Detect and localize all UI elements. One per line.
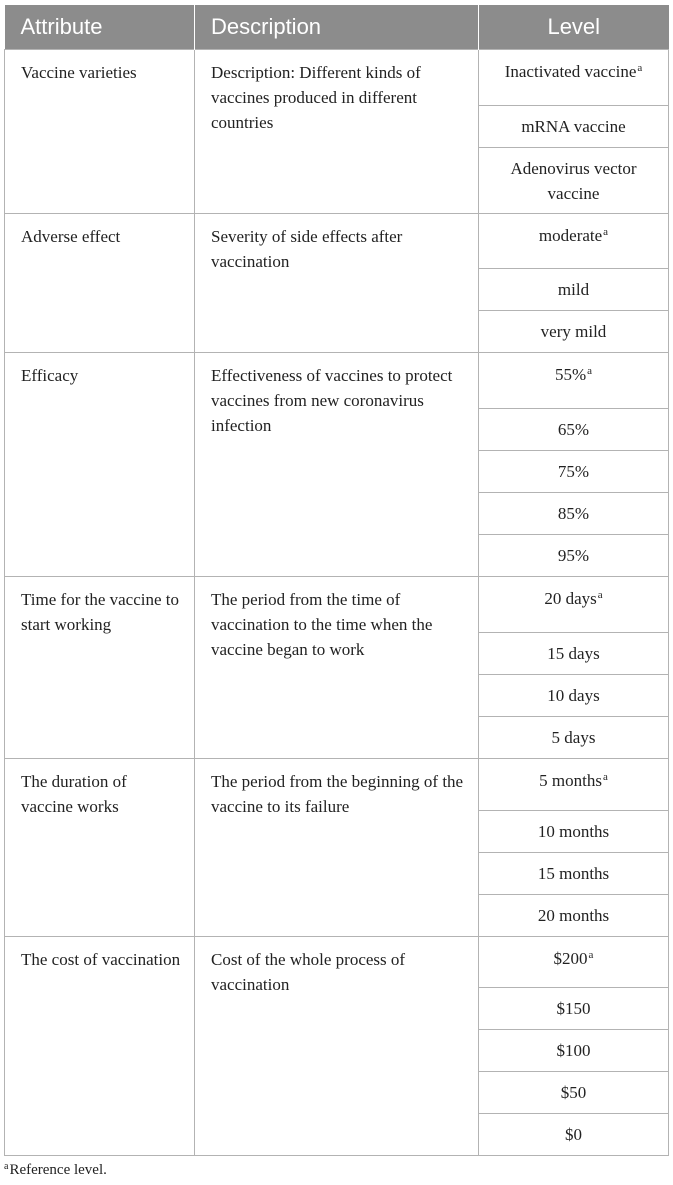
level-cell: 20 months [479,895,669,937]
description-cell: Cost of the whole process of vaccination [195,937,479,1156]
footnote-text: Reference level. [9,1162,107,1178]
table-row [5,353,669,409]
level-cell: Adenovirus vector vaccine [479,148,669,214]
attribute-cell: Adverse effect [5,214,195,353]
level-text: Inactivated vaccine [504,62,637,81]
level-cell: $0 [479,1114,669,1156]
level-cell: very mild [479,311,669,353]
description-cell: The period from the time of vaccination to the time when the vaccine began to work [195,577,479,759]
attribute-cell: Vaccine varieties [5,50,195,214]
table-footnote [4,1162,107,1179]
level-text: $200 [553,949,588,968]
description-cell: Severity of side effects after vaccination [195,214,479,353]
table-row [5,759,669,811]
table-row [5,937,669,988]
table-row [5,577,669,633]
level-cell: 15 days [479,633,669,675]
level-cell: 10 months [479,811,669,853]
description-cell: The period from the beginning of the vaccine to its failure [195,759,479,937]
header-description: Description [195,5,479,50]
level-text: 55% [554,365,587,384]
level-cell: $150 [479,988,669,1030]
description-cell: Effectiveness of vaccines to protect vaccines from new coronavirus infection [195,353,479,577]
header-level: Level [479,5,669,50]
level-text: 5 months [539,771,602,790]
level-cell [479,937,669,988]
attribute-cell: The duration of vaccine works [5,759,195,937]
table-row [5,214,669,269]
level-cell: $50 [479,1072,669,1114]
attribute-cell: Efficacy [5,353,195,577]
level-cell: mild [479,269,669,311]
reference-marker: a [597,589,603,601]
level-cell [479,353,669,409]
description-cell: Description: Different kinds of vaccines produced in different countries [195,50,479,214]
reference-marker: a [587,365,593,377]
level-cell: 5 days [479,717,669,759]
reference-marker: a [602,771,608,783]
header-row [5,5,669,50]
level-cell: 75% [479,451,669,493]
level-cell [479,50,669,106]
level-cell: 65% [479,409,669,451]
table-row [5,50,669,106]
footnote-marker: a [4,1161,9,1172]
attribute-level-table [4,5,669,1156]
attribute-cell: Time for the vaccine to start working [5,577,195,759]
level-cell: mRNA vaccine [479,106,669,148]
level-text: moderate [538,226,603,245]
reference-marker: a [637,62,643,74]
level-text: 20 days [544,589,597,608]
level-cell [479,759,669,811]
attribute-cell: The cost of vaccination [5,937,195,1156]
level-cell: 95% [479,535,669,577]
header-attribute: Attribute [5,5,195,50]
level-cell: 85% [479,493,669,535]
level-cell [479,577,669,633]
reference-marker: a [603,226,609,238]
level-cell: 10 days [479,675,669,717]
reference-marker: a [588,949,594,961]
level-cell: 15 months [479,853,669,895]
level-cell [479,214,669,269]
level-cell: $100 [479,1030,669,1072]
